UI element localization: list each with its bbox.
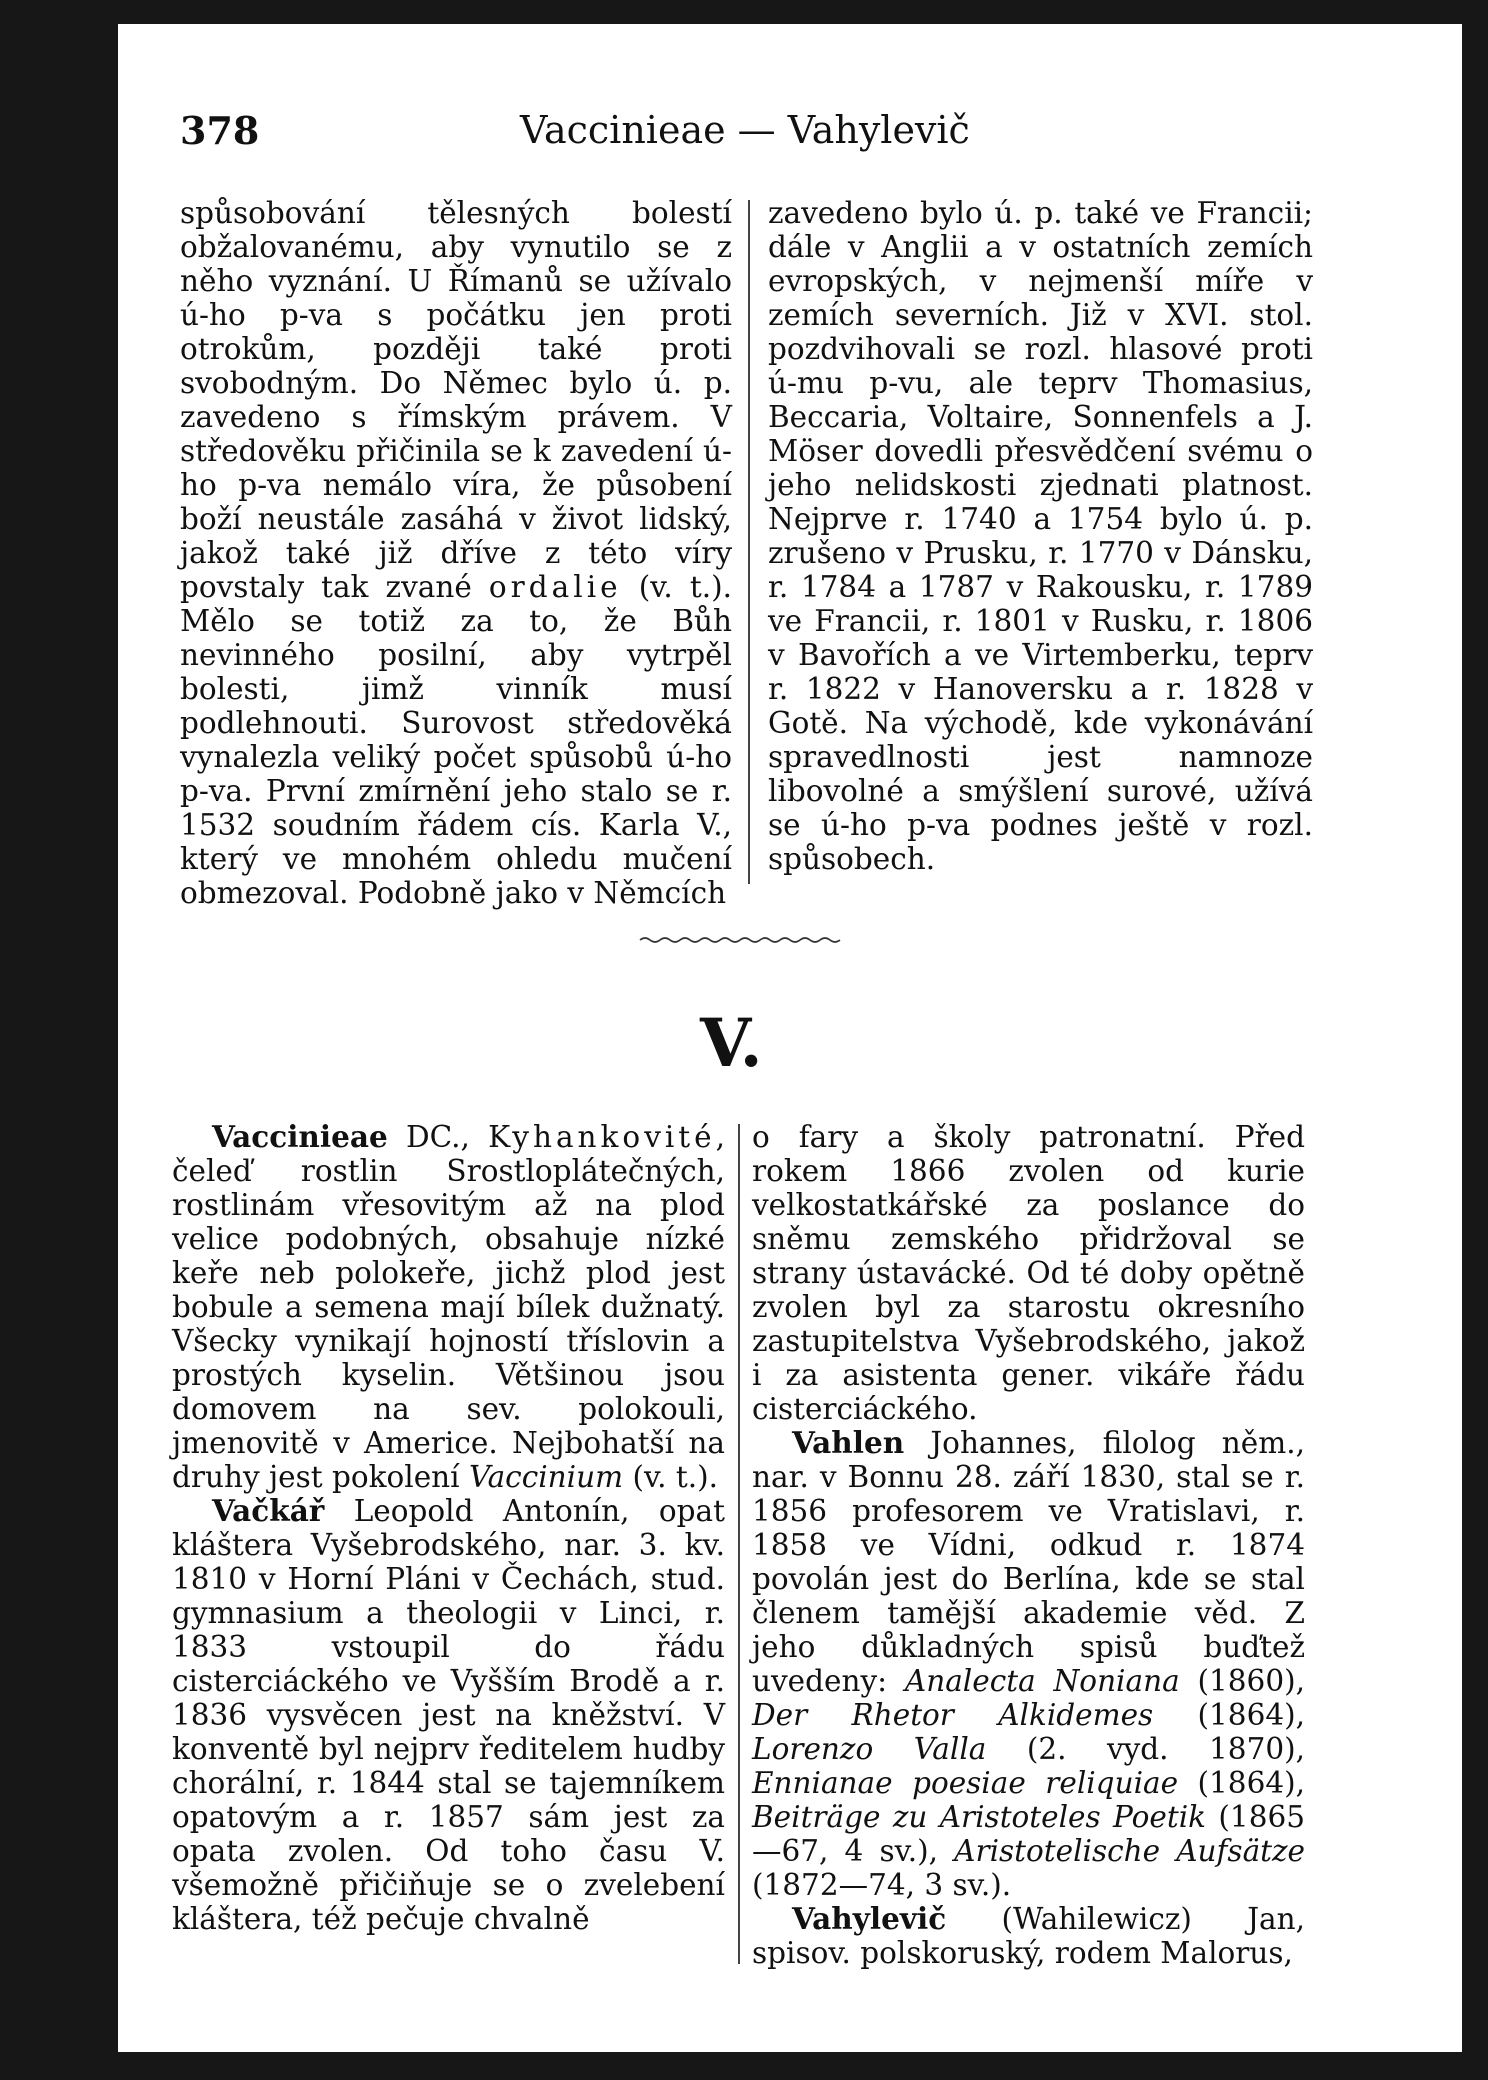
- entry-authority: DC.,: [387, 1120, 489, 1154]
- entry-text: , čeleď rostlin Srostloplátečných, rostlinám vřesovitým až na plod velice podobných, obsahuje nízké keře neb polokeře, jichž plod jest bobule a semena mají bílek dužnatý. Všecky vynikají hojností tříslovin a prostých kyselin. Většinou jsou domovem na sev. polokouli, jmenovitě v Americe. Nejbohatší na druhy jest pokolení: [172, 1120, 725, 1494]
- ordalie-term: ordalie: [488, 570, 622, 604]
- scan-border-right: [1462, 0, 1488, 2080]
- entry-czech-name: Kyhankovité: [488, 1120, 716, 1154]
- work-title: Der Rhetor Alkidemes: [752, 1698, 1154, 1732]
- work-title: Ennianae poesiae reliquiae: [752, 1766, 1179, 1800]
- entry-vahlen: [752, 1426, 1305, 1902]
- work-year: (2. vyd. 1870),: [986, 1732, 1306, 1766]
- column-divider: [738, 1124, 740, 1964]
- continued-paragraph: [768, 196, 1313, 876]
- cross-reference: (v. t.).: [621, 570, 732, 604]
- work-year: (1864),: [1178, 1766, 1305, 1800]
- bottom-left-column: [172, 1120, 725, 1970]
- work-year: (1864),: [1153, 1698, 1305, 1732]
- continued-paragraph: [180, 196, 732, 910]
- work-title: Analecta Noniana: [904, 1664, 1180, 1698]
- running-head: Vaccinieae — Vahylevič: [520, 108, 970, 152]
- entry-text: Johannes, filolog něm., nar. v Bonnu 28. září 1830, stal se r. 1856 profesorem ve Vratislavi, r. 1858 ve Vídni, odkud r. 1874 povolán jest do Berlína, kde se stal členem tamější akademie věd. Z jeho důkladných spisů buďtež uvedeny:: [752, 1426, 1305, 1698]
- scan-border-top: [118, 0, 1462, 24]
- work-year: (1865—67, 4 sv.),: [752, 1800, 1306, 1868]
- entry-headword: Vahlen: [792, 1425, 905, 1460]
- paragraph-text: Mělo se totiž za to, že Bůh nevinného posilní, aby vytrpěl bolesti, jimž vinník musí podlehnouti. Surovost středověká vynalezla veliký počet spůsobů ú-ho p-va. První zmírnění jeho stalo se r. 1532 soudním řádem cís. Karla V., který ve mnohém ohledu mučení obmezoval. Podobně jako v Němcích: [180, 604, 732, 910]
- entry-text: Leopold Antonín, opat kláštera Vyšebrodského, nar. 3. kv. 1810 v Horní Pláni v Čechách, stud. gymnasium a theologii v Linci, r. 1833 vstoupil do řádu cisterciáckého ve Vyšším Brodě a r. 1836 vysvěcen jest na kněžství. V konventě byl nejprv ředitelem hudby chorální, r. 1844 stal se tajemníkem opatovým a r. 1857 sám jest za opata zvolen. Od toho času V. všemožně přičiňuje se o zvelebení kláštera, též pečuje chvalně: [172, 1494, 725, 1936]
- work-title: Aristotelische Aufsätze: [954, 1834, 1306, 1868]
- work-year: (1860),: [1179, 1664, 1305, 1698]
- entry-headword: Vačkář: [212, 1493, 325, 1528]
- entry-headword: Vahylevič: [792, 1901, 947, 1936]
- scan-border-bottom: [118, 2052, 1462, 2080]
- page-number: 378: [180, 108, 260, 153]
- top-right-column: [768, 196, 1313, 892]
- page-header: [180, 108, 1320, 168]
- column-divider: [748, 200, 750, 884]
- entry-vaccinieae: [172, 1120, 725, 1494]
- top-left-column: [180, 196, 732, 910]
- cross-reference: (v. t.).: [623, 1460, 719, 1494]
- work-title: Lorenzo Valla: [752, 1732, 987, 1766]
- ornament-rule: [640, 935, 846, 945]
- entry-vackar: [172, 1494, 725, 1936]
- bottom-right-column: [752, 1120, 1305, 1970]
- scan-border-left: [0, 0, 118, 2080]
- work-year: (1872—74, 3 sv.).: [752, 1868, 1012, 1902]
- entry-headword: Vaccinieae: [212, 1119, 388, 1154]
- work-title: Beiträge zu Aristoteles Poetik: [752, 1800, 1207, 1834]
- paragraph-text: zavedeno bylo ú. p. také ve Francii; dále v Anglii a v ostatních zemích evropských, v nejmenší míře v zemích severních. Již v XVI. stol. pozdvihovali se rozl. hlasové proti ú-mu p-vu, ale teprv Thomasius, Beccaria, Voltaire, Sonnenfels a J. Möser dovedli přesvědčení svému o jeho nelidskosti zjednati platnost. Nejprve r. 1740 a 1754 bylo ú. p. zrušeno v Prusku, r. 1770 v Dánsku, r. 1784 a 1787 v Rakousku, r. 1789 ve Francii, r. 1801 v Rusku, r. 1806 v Bavořích a ve Virtemberku, teprv r. 1822 v Hanoversku a r. 1828 v Gotě. Na východě, kde vykonávání spravedlnosti jest namnoze libovolné a smýšlení surové, užívá se ú-ho p-va podnes ještě v rozl. spůsobech.: [768, 196, 1313, 876]
- entry-vackar-continued: [752, 1120, 1305, 1426]
- entry-text: (Wahilewicz) Jan, spisov. polskoruský, rodem Malorus,: [752, 1902, 1305, 1970]
- section-letter: V.: [700, 1004, 763, 1082]
- entry-text: o fary a školy patronatní. Před rokem 1866 zvolen od kurie velkostatkářské za poslance do sněmu zemského přidržoval se strany ústavácké. Od té doby opětně zvolen byl za starostu okresního zastupitelstva Vyšebrodského, jakož i za asistenta gener. vikáře řádu cisterciáckého.: [752, 1120, 1305, 1426]
- paragraph-text: spůsobování tělesných bolestí obžalovanému, aby vynutilo se z něho vyznání. U Římanů se užívalo ú-ho p-va s počátku jen proti otrokům, později také proti svobodným. Do Němec bylo ú. p. zavedeno s římským právem. V středověku přičinila se k zavedení ú-ho p-va nemálo víra, že působení boží neustále zasáhá v život lidský, jakož také již dříve z této víry povstaly tak zvané: [180, 196, 732, 604]
- genus-name: Vaccinium: [469, 1460, 624, 1494]
- entry-vahylevic: [752, 1902, 1305, 1970]
